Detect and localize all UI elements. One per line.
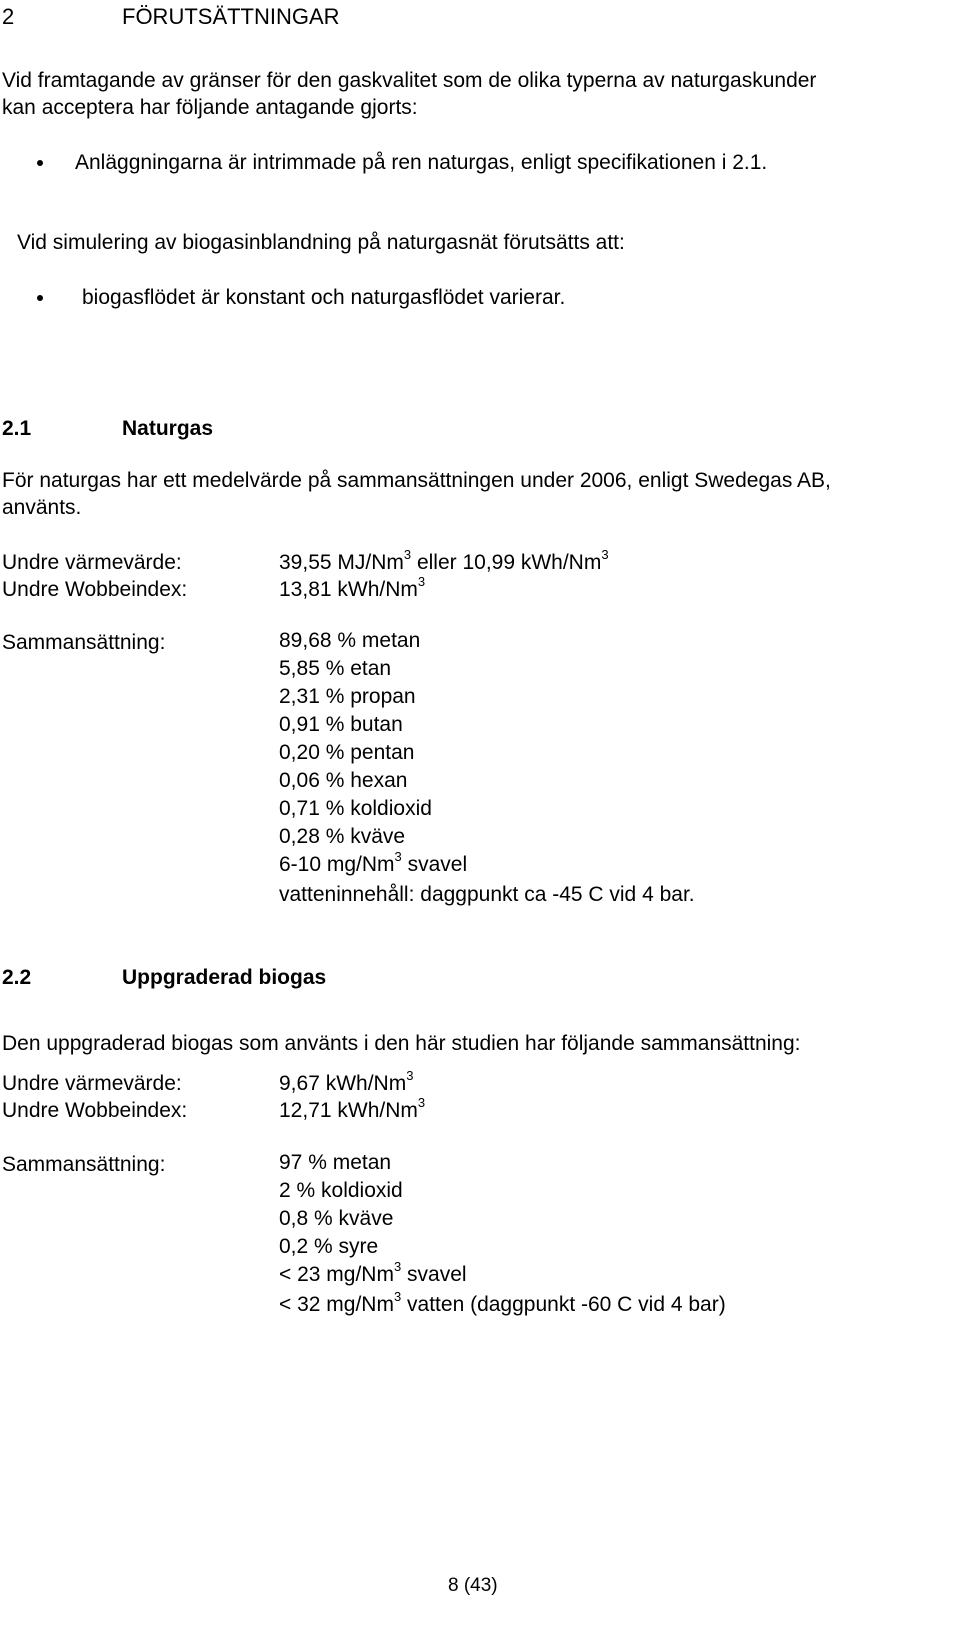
wobbe-value	[279, 574, 426, 601]
superscript: 3	[393, 1259, 402, 1274]
intro-line-2: kan acceptera har följande antagande gjorts:	[2, 96, 418, 119]
heating-value	[279, 547, 609, 574]
section-number: 2	[2, 4, 15, 29]
composition-item	[279, 851, 695, 881]
superscript: 3	[417, 574, 426, 589]
composition-item: 0,06 % hexan	[279, 769, 408, 792]
composition-label: Sammansättning:	[2, 1153, 166, 1176]
composition-list	[279, 1149, 726, 1321]
bullet-icon	[37, 295, 43, 301]
sulfur-text-b: svavel	[401, 853, 468, 876]
composition-label: Sammansättning:	[2, 631, 166, 654]
wobbe-label: Undre Wobbeindex:	[2, 1099, 188, 1122]
composition-item: 0,2 % syre	[279, 1235, 379, 1258]
subsection-title: Naturgas	[122, 417, 214, 440]
simulation-text: Vid simulering av biogasinblandning på naturgasnät förutsätts att:	[17, 231, 625, 254]
biogas-text: Den uppgraderad biogas som använts i den här studien har följande sammansättning:	[2, 1032, 801, 1055]
sulfur-text-a: < 23 mg/Nm	[279, 1263, 394, 1286]
intro-line-1: Vid framtagande av gränser för den gaskvalitet som de olika typerna av naturgaskunder	[2, 69, 817, 92]
composition-item	[279, 1261, 726, 1291]
composition-item: 89,68 % metan	[279, 629, 421, 652]
wobbe-label: Undre Wobbeindex:	[2, 578, 188, 601]
heating-value	[279, 1068, 414, 1095]
composition-item: 97 % metan	[279, 1151, 392, 1174]
wobbe-value	[279, 1095, 426, 1122]
bullet-text-1: Anläggningarna är intrimmade på ren naturgas, enligt specifikationen i 2.1.	[75, 151, 768, 174]
superscript: 3	[417, 1095, 426, 1110]
subsection-number: 2.1	[2, 417, 32, 440]
composition-item: 0,91 % butan	[279, 713, 403, 736]
composition-item	[279, 1291, 726, 1321]
naturgas-text-line-1: För naturgas har ett medelvärde på sammansättningen under 2006, enligt Swedegas AB,	[2, 469, 831, 492]
superscript: 3	[394, 849, 402, 864]
wobbe-value-text: 13,81 kWh/Nm	[279, 578, 418, 601]
superscript: 3	[406, 1068, 414, 1083]
heating-value-b: eller 10,99 kWh/Nm	[411, 551, 602, 574]
page-number: 8 (43)	[448, 1575, 498, 1596]
composition-item: 2,31 % propan	[279, 685, 416, 708]
heating-value-text: 9,67 kWh/Nm	[279, 1072, 407, 1095]
subsection-number: 2.2	[2, 966, 32, 989]
wobbe-value-text: 12,71 kWh/Nm	[279, 1099, 418, 1122]
composition-item: 2 % koldioxid	[279, 1179, 403, 1202]
section-title: FÖRUTSÄTTNINGAR	[122, 4, 340, 29]
heating-value-a: 39,55 MJ/Nm	[279, 551, 404, 574]
heating-value-label: Undre värmevärde:	[2, 1072, 182, 1095]
heating-value-label: Undre värmevärde:	[2, 551, 182, 574]
composition-item: 0,20 % pentan	[279, 741, 415, 764]
composition-item: 0,28 % kväve	[279, 825, 406, 848]
superscript: 3	[601, 547, 609, 562]
composition-item: 0,8 % kväve	[279, 1207, 394, 1230]
water-text-b: vatten (daggpunkt -60 C vid 4 bar)	[401, 1293, 726, 1316]
superscript: 3	[403, 547, 412, 562]
composition-item: 5,85 % etan	[279, 657, 392, 680]
subsection-title: Uppgraderad biogas	[122, 966, 327, 989]
composition-item: 0,71 % koldioxid	[279, 797, 432, 820]
bullet-text-2: biogasflödet är konstant och naturgasflödet varierar.	[82, 286, 566, 309]
composition-item: vatteninnehåll: daggpunkt ca -45 C vid 4 bar.	[279, 883, 695, 906]
composition-list	[279, 627, 695, 909]
naturgas-text-line-2: använts.	[2, 496, 82, 519]
water-text-a: < 32 mg/Nm	[279, 1293, 394, 1316]
superscript: 3	[393, 1289, 402, 1304]
sulfur-text-b: svavel	[401, 1263, 467, 1286]
bullet-icon	[37, 160, 43, 166]
sulfur-text-a: 6-10 mg/Nm	[279, 853, 395, 876]
